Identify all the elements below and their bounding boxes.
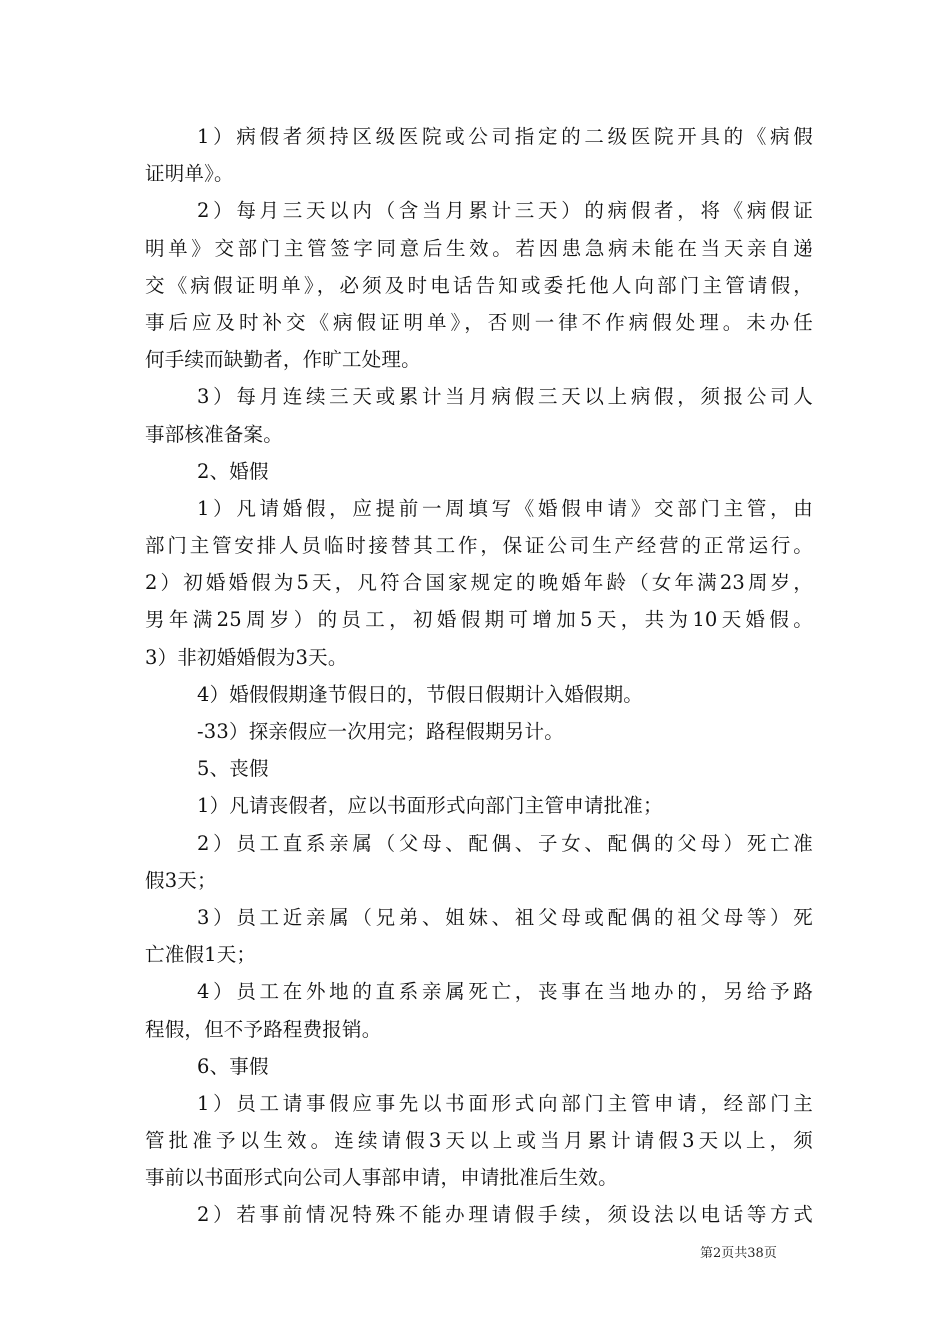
text-line: 部门主管安排人员临时接替其工作，保证公司生产经营的正常运行。 (145, 534, 813, 558)
text-line: 何手续而缺勤者，作旷工处理。 (145, 348, 421, 372)
text-line: 2）每月三天以内（含当月累计三天）的病假者，将《病假证 (197, 199, 813, 223)
text-line: 2）员工直系亲属（父母、配偶、子女、配偶的父母）死亡准 (197, 831, 813, 855)
text-line: 1）员工请事假应事先以书面形式向部门主管申请，经部门主 (197, 1091, 813, 1115)
text-line: 4）婚假假期逢节假日的，节假日假期计入婚假期。 (197, 682, 644, 706)
text-line: 3）员工近亲属（兄弟、姐妹、祖父母或配偶的祖父母等）死 (197, 905, 813, 929)
text-line: 5、丧假 (197, 757, 269, 781)
text-line: 男年满25周岁）的员工，初婚假期可增加5天，共为10天婚假。 (145, 608, 813, 632)
text-line: 2、婚假 (197, 459, 269, 483)
text-line: 事部核准备案。 (145, 422, 283, 446)
text-line: 3）每月连续三天或累计当月病假三天以上病假，须报公司人 (197, 385, 813, 409)
text-line: 事后应及时补交《病假证明单》，否则一律不作病假处理。未办任 (145, 310, 813, 334)
page-number: 第2页共38页 (700, 1246, 777, 1261)
text-line: 亡准假1天； (145, 943, 257, 967)
text-line: 6、事假 (197, 1054, 269, 1078)
text-line: 事前以书面形式向公司人事部申请，申请批准后生效。 (145, 1166, 618, 1190)
text-line: 假3天； (145, 868, 217, 892)
text-line: 交《病假证明单》，必须及时电话告知或委托他人向部门主管请假， (145, 273, 813, 297)
text-line: 明单》交部门主管签字同意后生效。若因患急病未能在当天亲自递 (145, 236, 813, 260)
text-line: 1）病假者须持区级医院或公司指定的二级医院开具的《病假 (197, 125, 813, 148)
text-line: 3）非初婚婚假为3天。 (145, 645, 348, 669)
text-line: 2）若事前情况特殊不能办理请假手续，须设法以电话等方式 (197, 1203, 813, 1227)
text-line: 管批准予以生效。连续请假3天以上或当月累计请假3天以上，须 (145, 1129, 813, 1153)
text-line: 1）凡请婚假，应提前一周填写《婚假申请》交部门主管，由 (197, 496, 813, 520)
text-line: 1）凡请丧假者，应以书面形式向部门主管申请批准； (197, 794, 663, 818)
text-line: 4）员工在外地的直系亲属死亡，丧事在当地办的，另给予路 (197, 980, 813, 1004)
text-line: -33）探亲假应一次用完；路程假期另计。 (197, 720, 564, 743)
text-line: 证明单》。 (145, 162, 234, 186)
text-line: 程假，但不予路程费报销。 (145, 1017, 382, 1041)
document-body (145, 118, 813, 1234)
text-line: 2）初婚婚假为5天，凡符合国家规定的晚婚年龄（女年满23周岁， (145, 571, 813, 595)
